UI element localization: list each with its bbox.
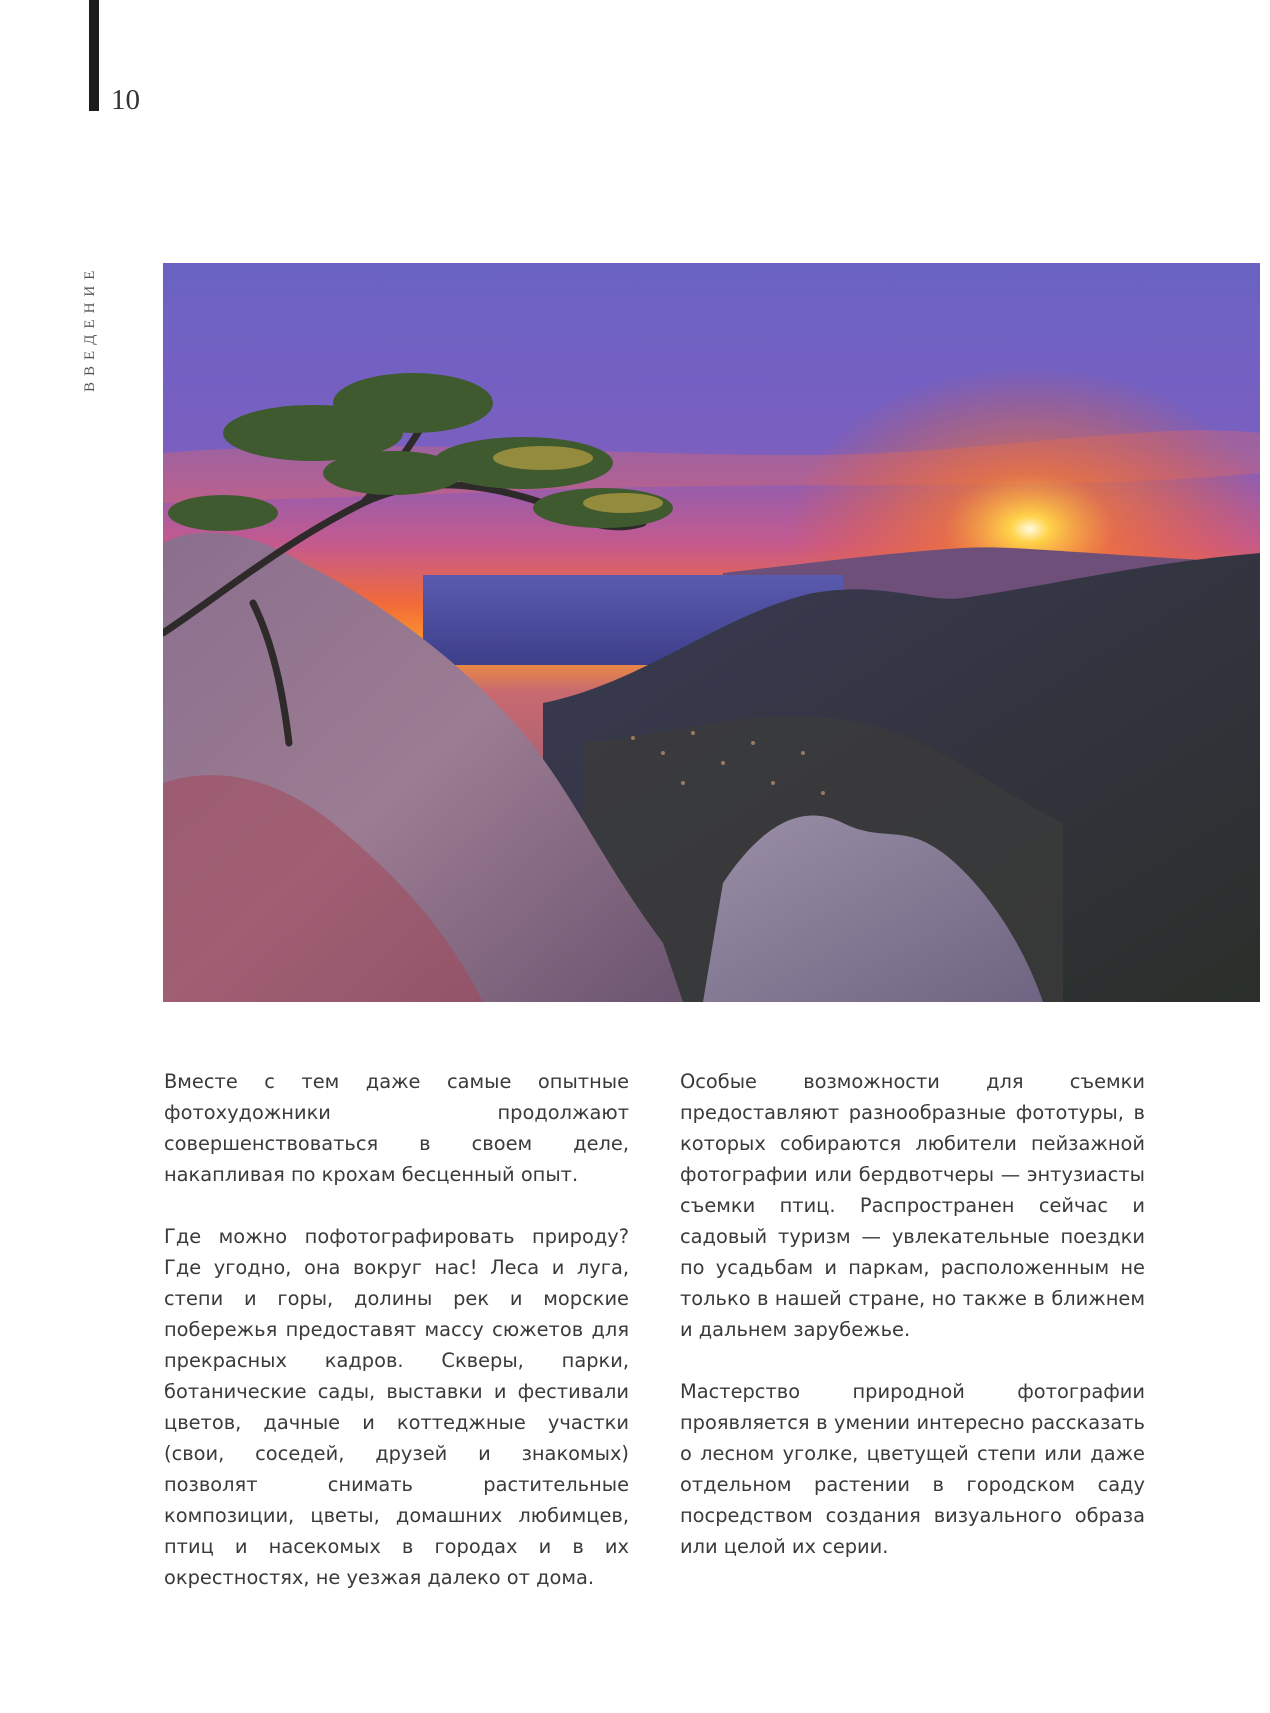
section-label: ВВЕДЕНИЕ xyxy=(82,264,98,392)
landscape-photo xyxy=(163,263,1260,1002)
page-number: 10 xyxy=(111,84,140,116)
page-marker-bar xyxy=(89,0,99,111)
paragraph: Вместе с тем даже самые опытные фотохудожники продолжают совершенствоваться в своем деле, накапливая по крохам бесценный опыт. xyxy=(164,1070,629,1186)
text-column-left xyxy=(164,1066,629,1624)
text-column-right xyxy=(680,1066,1145,1593)
paragraph: Мастерство природной фотографии проявляется в умении интересно рассказать о лесном уголке, цветущей степи или даже отдельном растении в городском саду посредством создания визуального образа или целой их серии. xyxy=(680,1380,1145,1558)
paragraph: Особые возможности для съемки предоставляют разнообразные фототуры, в которых собираются любители пейзажной фотографии или бердвотчеры — энтузиасты съемки птиц. Распространен сейчас и садовый туризм — увлекательные поездки по усадьбам и паркам, расположенным не только в нашей стране, но также в ближнем и дальнем зарубежье. xyxy=(680,1070,1145,1341)
paragraph: Где можно пофотографировать природу? Где угодно, она вокруг нас! Леса и луга, степи и горы, долины рек и морские побережья предоставят массу сюжетов для прекрасных кадров. Скверы, парки, ботанические сады, выставки и фестивали цветов, дачные и коттеджные участки (свои, соседей, друзей и знакомых) позволят снимать растительные композиции, цветы, домашних любимцев, птиц и насекомых в городах и в их окрестностях, не уезжая далеко от дома. xyxy=(164,1225,629,1589)
